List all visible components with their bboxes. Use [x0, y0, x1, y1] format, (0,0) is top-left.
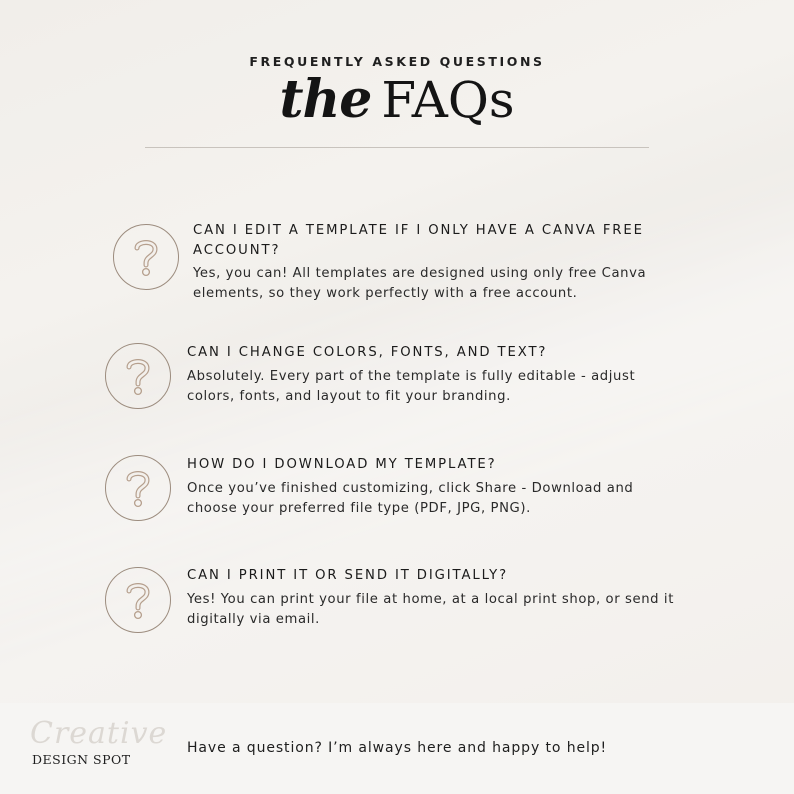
brand-logo-script: Creative	[30, 716, 168, 751]
question-mark-circle-icon	[105, 567, 171, 633]
faq-question: CAN I EDIT A TEMPLATE IF I ONLY HAVE A CANVA FREE ACCOUNT?	[193, 223, 644, 258]
title-divider	[145, 147, 649, 148]
faq-question: CAN I CHANGE COLORS, FONTS, AND TEXT?	[187, 345, 548, 360]
page-title	[0, 69, 794, 130]
question-mark-circle-icon	[113, 224, 179, 290]
title-script: the	[279, 69, 372, 130]
faq-question: HOW DO I DOWNLOAD MY TEMPLATE?	[187, 457, 497, 472]
question-mark-circle-icon	[105, 455, 171, 521]
title-main: FAQs	[381, 71, 515, 129]
faq-answer: Yes! You can print your file at home, at a local print shop, or send it digitally via email.	[187, 592, 674, 627]
faq-question: CAN I PRINT IT OR SEND IT DIGITALLY?	[187, 568, 509, 583]
question-mark-circle-icon	[105, 343, 171, 409]
faq-answer: Yes, you can! All templates are designed using only free Canva elements, so they work perfectly with a free account.	[193, 266, 647, 301]
footer-message: Have a question? I’m always here and happy to help!	[187, 740, 608, 756]
faq-answer: Once you’ve finished customizing, click Share - Download and choose your preferred file type (PDF, JPG, PNG).	[187, 481, 634, 516]
eyebrow-heading: FREQUENTLY ASKED QUESTIONS	[249, 54, 545, 69]
faq-answer: Absolutely. Every part of the template is fully editable - adjust colors, fonts, and layout to fit your branding.	[187, 369, 636, 404]
brand-logo-text: DESIGN SPOT	[32, 752, 131, 767]
